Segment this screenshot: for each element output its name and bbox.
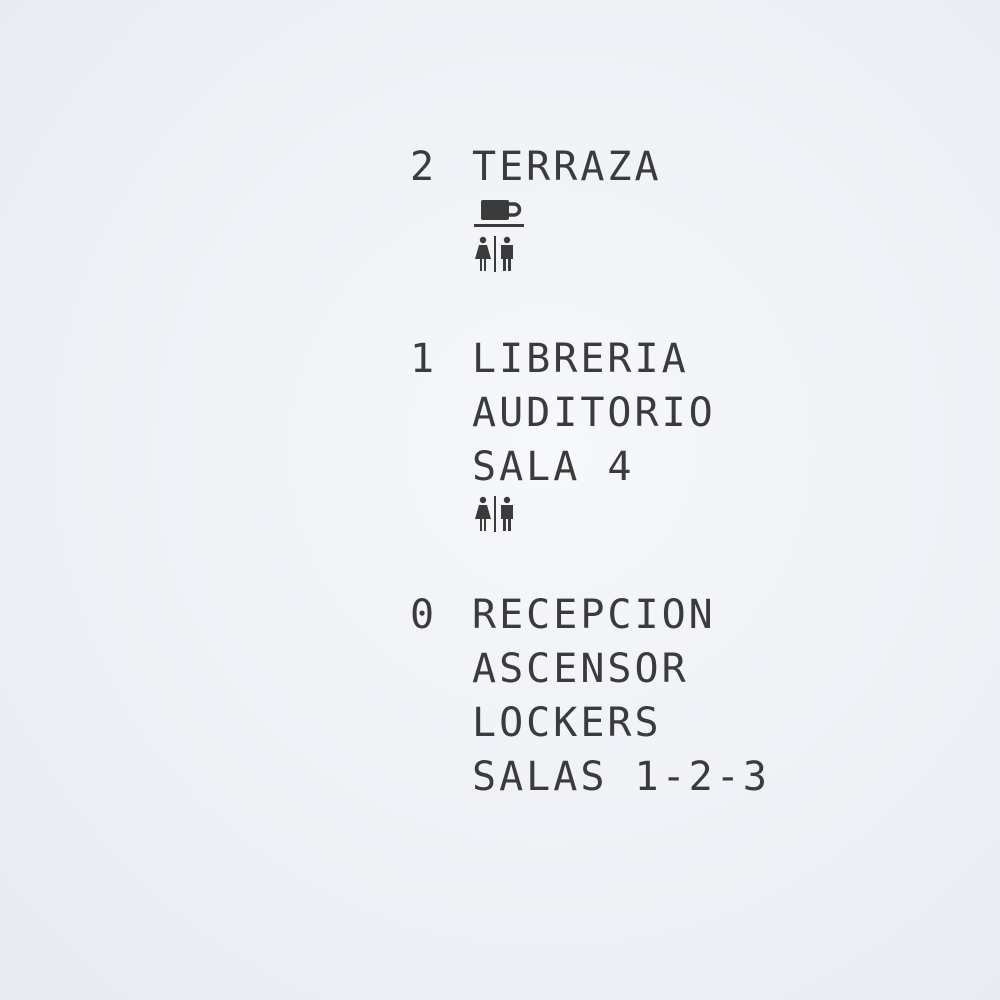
floor-0-section bbox=[410, 588, 970, 804]
floor-number: 1 bbox=[410, 336, 437, 382]
floor-number: 0 bbox=[410, 592, 437, 638]
floor-2-section bbox=[410, 140, 970, 274]
restroom-icon bbox=[472, 494, 970, 534]
floor-0-item-lockers: LOCKERS bbox=[472, 700, 662, 746]
floor-2-item-terraza: TERRAZA bbox=[472, 144, 662, 190]
floor-0-item-recepcion: RECEPCION bbox=[472, 592, 716, 638]
floor-1-item-sala-4: SALA 4 bbox=[472, 444, 635, 490]
floor-1-section bbox=[410, 332, 970, 534]
restroom-icon bbox=[472, 234, 970, 274]
floor-number: 2 bbox=[410, 144, 437, 190]
floor-directory bbox=[410, 140, 970, 804]
floor-0-item-ascensor: ASCENSOR bbox=[472, 646, 689, 692]
floor-0-item-salas: SALAS 1-2-3 bbox=[472, 754, 770, 800]
floor-1-item-libreria: LIBRERIA bbox=[472, 336, 689, 382]
floor-1-item-auditorio: AUDITORIO bbox=[472, 390, 716, 436]
coffee-cup-icon bbox=[472, 194, 970, 234]
